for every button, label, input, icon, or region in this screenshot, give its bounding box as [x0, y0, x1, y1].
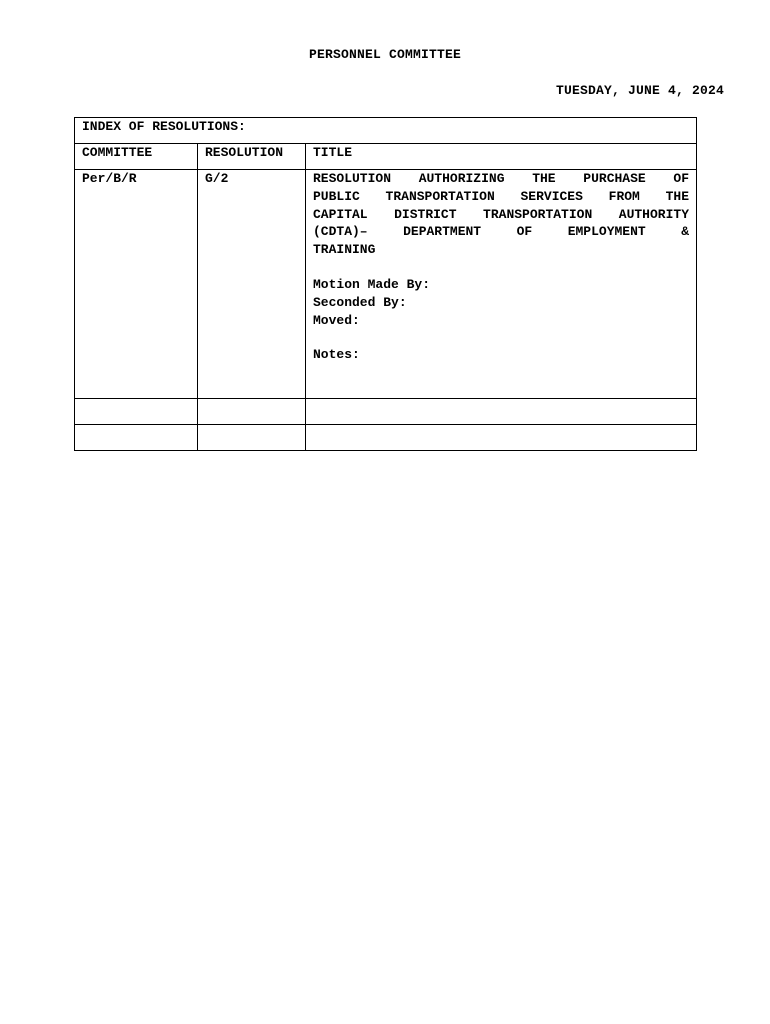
title-line: PUBLIC TRANSPORTATION SERVICES FROM THE	[313, 188, 689, 204]
title-cell	[306, 170, 697, 399]
column-header-committee: COMMITTEE	[75, 144, 198, 170]
title-line: CAPITAL DISTRICT TRANSPORTATION AUTHORITY	[313, 206, 689, 222]
motion-block	[313, 276, 689, 329]
empty-cell	[306, 399, 697, 425]
column-header-title: TITLE	[306, 144, 697, 170]
notes-label: Notes:	[313, 347, 360, 363]
table-heading-row	[75, 118, 697, 144]
table-row	[75, 170, 697, 399]
table-row	[75, 399, 697, 425]
empty-cell	[75, 399, 198, 425]
title-line: (CDTA)– DEPARTMENT OF EMPLOYMENT &	[313, 224, 689, 240]
title-line: TRAINING	[313, 242, 376, 258]
empty-cell	[306, 425, 697, 451]
table-heading: INDEX OF RESOLUTIONS:	[75, 118, 697, 144]
resolutions-index-table	[74, 117, 697, 451]
empty-cell	[198, 425, 306, 451]
motion-made-by-label: Motion Made By:	[313, 276, 431, 292]
committee-cell: Per/B/R	[75, 170, 198, 399]
table-row	[75, 425, 697, 451]
meeting-date: TUESDAY, JUNE 4, 2024	[555, 83, 724, 98]
column-header-resolution: RESOLUTION	[198, 144, 306, 170]
title-line: RESOLUTION AUTHORIZING THE PURCHASE OF	[313, 171, 689, 186]
seconded-by-label: Seconded By:	[313, 294, 407, 310]
moved-label: Moved:	[313, 312, 360, 328]
page-title: PERSONNEL COMMITTEE	[308, 47, 462, 62]
resolution-cell: G/2	[198, 170, 306, 399]
column-header-row	[75, 144, 697, 170]
empty-cell	[198, 399, 306, 425]
empty-cell	[75, 425, 198, 451]
